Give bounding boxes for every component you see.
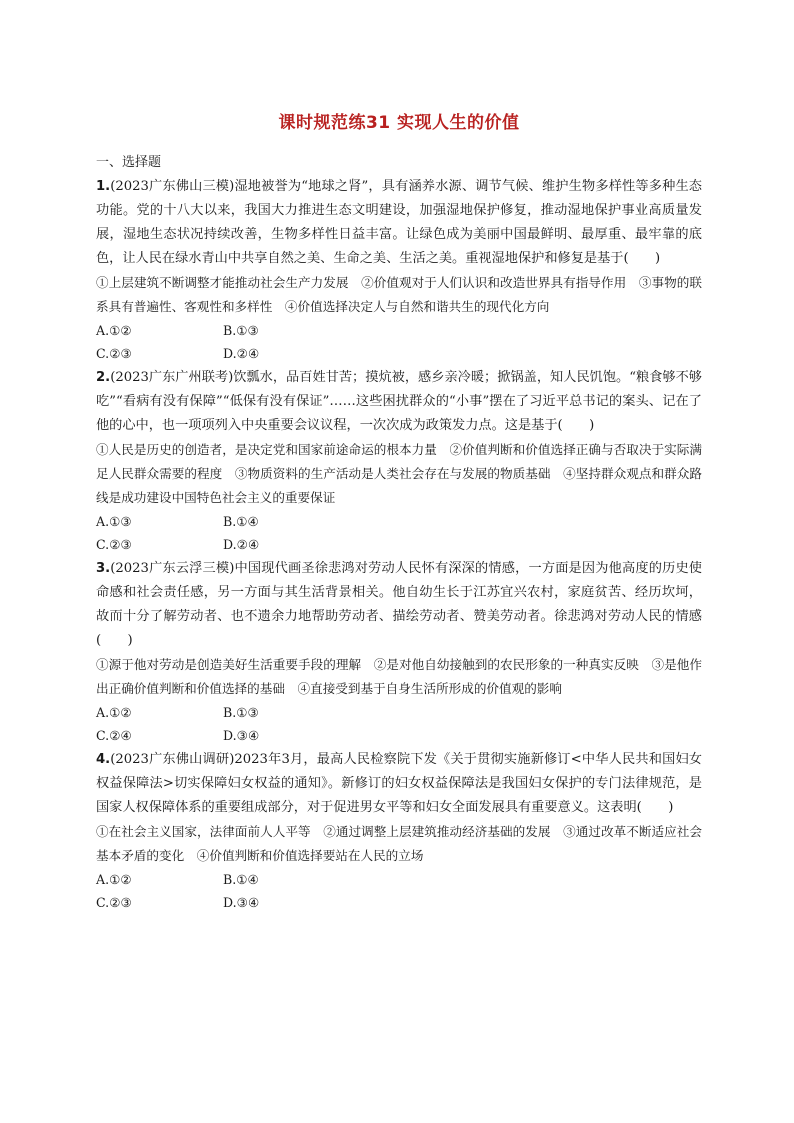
answer-options	[96, 319, 702, 365]
question-1	[96, 175, 702, 365]
question-2	[96, 366, 702, 556]
option-a: A.①②	[96, 323, 132, 338]
option-b: B.①③	[223, 323, 259, 338]
question-4	[96, 748, 702, 914]
question-statements: ①人民是历史的创造者，是决定党和国家前途命运的根本力量 ②价值判断和价值选择正确与否取决于实际满足人民群众需要的程度 ③物质资料的生产活动是人类社会存在与发展的物质基础 ④坚持群众观点和群众路线是成功建设中国特色社会主义的重要保证	[96, 442, 702, 505]
question-number: 2.	[96, 370, 111, 385]
section-heading: 一、选择题	[96, 155, 162, 170]
question-statements: ①在社会主义国家，法律面前人人平等 ②通过调整上层建筑推动经济基础的发展 ③通过改革不断适应社会基本矛盾的变化 ④价值判断和价值选择要站在人民的立场	[96, 824, 702, 863]
option-b: B.①③	[223, 705, 259, 720]
question-stem	[96, 748, 702, 820]
option-c: C.②③	[96, 346, 132, 361]
option-d: D.②④	[223, 346, 260, 361]
question-text: (2023广东广州联考)饮瓢水，品百姓甘苦；摸炕被，感乡亲冷暖；掀锅盖，知人民饥饱。“粮食够不够吃”“看病有没有保障”“低保有没有保证”……这些困扰群众的“小事”摆在了习近平总书记的案头、记在了他的心中，也一项项列入中央重要会议议程，一次次成为政策发力点。这是基于( )	[96, 370, 702, 433]
option-a: A.①②	[96, 705, 132, 720]
option-c: C.②③	[96, 537, 132, 552]
question-number: 1.	[96, 179, 111, 194]
answer-options	[96, 701, 702, 747]
option-c: C.②③	[96, 895, 132, 910]
option-a: A.①②	[96, 872, 132, 887]
question-3	[96, 557, 742, 747]
question-number: 4.	[96, 752, 111, 767]
option-b: B.①④	[223, 514, 259, 529]
answer-options	[96, 510, 702, 556]
question-statements: ①上层建筑不断调整才能推动社会生产力发展 ②价值观对于人们认识和改造世界具有指导作用 ③事物的联系具有普遍性、客观性和多样性 ④价值选择决定人与自然和谐共生的现代化方向	[96, 275, 702, 314]
question-statements: ①源于他对劳动是创造美好生活重要手段的理解 ②是对他自幼接触到的农民形象的一种真实反映 ③是他作出正确价值判断和价值选择的基础 ④直接受到基于自身生活所形成的价值观的影响	[96, 657, 702, 696]
option-d: D.③④	[223, 895, 260, 910]
answer-options	[96, 868, 702, 914]
question-text: (2023广东佛山三模)湿地被誉为“地球之肾”，具有涵养水源、调节气候、维护生物多样性等多种生态功能。党的十八大以来，我国大力推进生态文明建设，加强湿地保护修复，推动湿地保护事业高质量发展，湿地生态状况持续改善，生物多样性日益丰富。让绿色成为美丽中国最鲜明、最厚重、最牢靠的底色，让人民在绿水青山中共享自然之美、生命之美、生活之美。重视湿地保护和修复是基于( )	[96, 179, 702, 266]
option-b: B.①④	[223, 872, 259, 887]
question-number: 3.	[96, 561, 111, 576]
option-c: C.②④	[96, 728, 132, 743]
option-d: D.③④	[223, 728, 260, 743]
question-stem	[96, 557, 742, 653]
question-stem	[96, 366, 702, 438]
question-stem	[96, 175, 702, 271]
option-a: A.①③	[96, 514, 132, 529]
question-text: (2023广东佛山调研)2023年3月，最高人民检察院下发《关于贯彻实施新修订<中华人民共和国妇女权益保障法>切实保障妇女权益的通知》。新修订的妇女权益保障法是我国妇女保护的专门法律规范，是国家人权保障体系的重要组成部分，对于促进男女平等和妇女全面发展具有重要意义。这表明( )	[96, 752, 702, 815]
question-text: (2023广东云浮三模)中国现代画圣徐悲鸿对劳动人民怀有深深的情感，一方面是因为他高度的历史使命感和社会责任感，另一方面与其生活背景相关。他自幼生长于江苏宜兴农村，家庭贫苦、经历坎坷，故而十分了解劳动者、也不遗余力地帮助劳动者、描绘劳动者、赞美劳动者。徐悲鸿对劳动人民的情感 ( )	[96, 561, 742, 648]
option-d: D.②④	[223, 537, 260, 552]
document-page	[96, 108, 742, 915]
page-title: 课时规范练31 实现人生的价值	[278, 113, 520, 133]
